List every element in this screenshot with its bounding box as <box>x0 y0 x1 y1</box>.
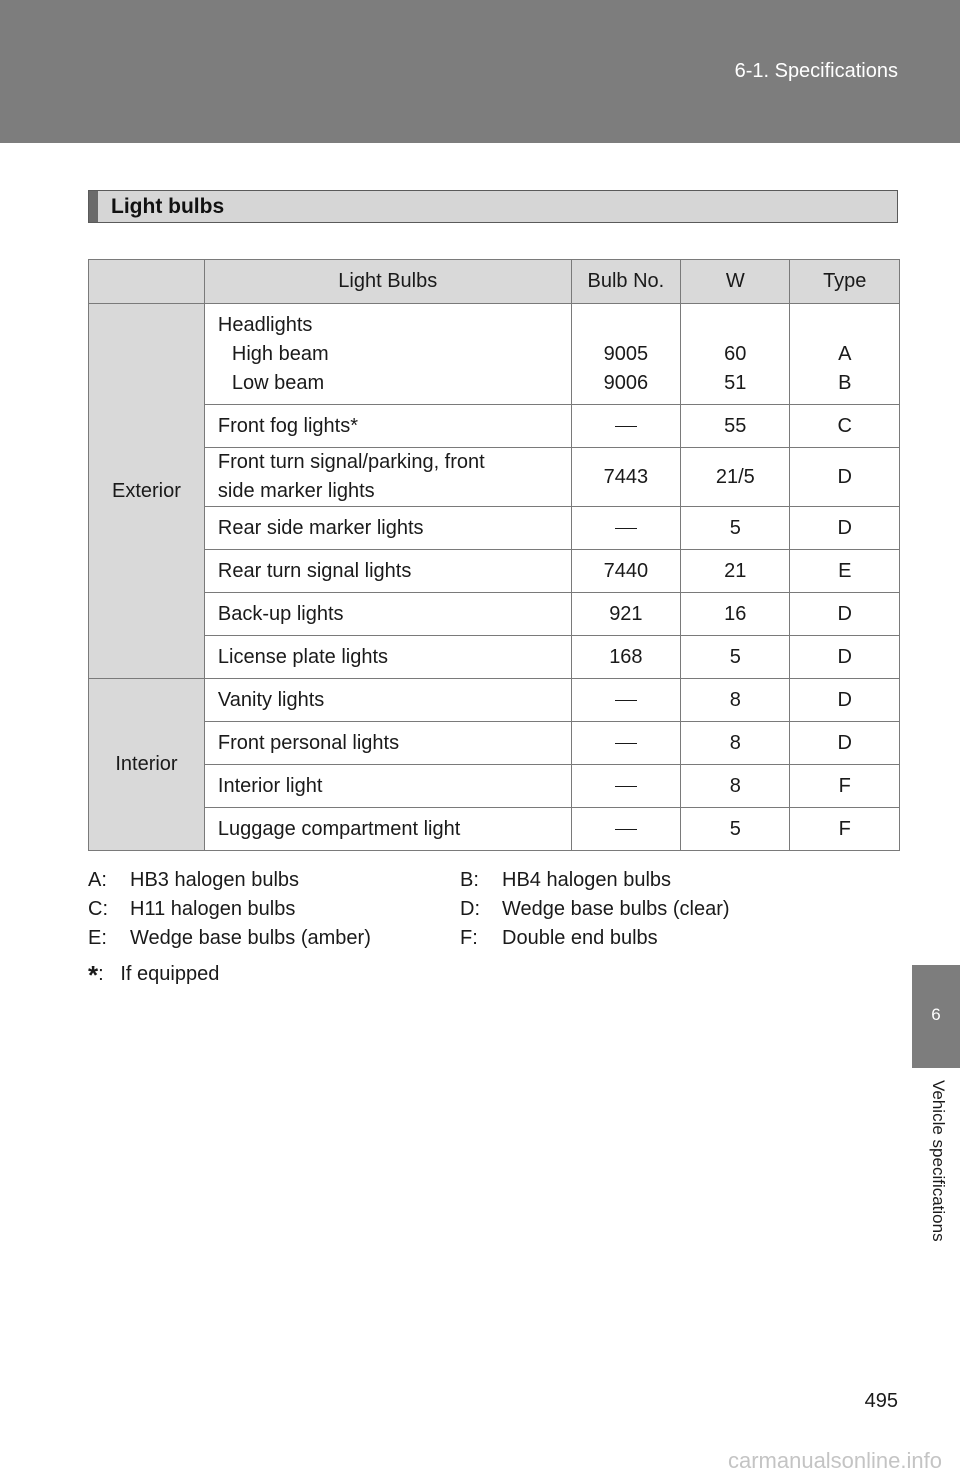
row-watt: 21 <box>681 550 790 593</box>
row-name: Rear turn signal lights <box>204 550 571 593</box>
row-bulb-no <box>571 722 680 765</box>
row-type: D <box>790 722 900 765</box>
legend-item <box>88 924 371 954</box>
light-bulbs-table <box>88 259 900 851</box>
legend-key: D: <box>460 898 480 920</box>
row-name: Front personal lights <box>204 722 571 765</box>
legend-key: F: <box>460 927 478 949</box>
legend-item <box>88 895 295 925</box>
row-watt: 55 <box>681 405 790 448</box>
chapter-tab: 6 <box>912 965 960 1068</box>
row-bulb-no <box>571 679 680 722</box>
headlights-label: Headlights <box>217 313 313 336</box>
table-row <box>89 765 900 808</box>
row-type: D <box>790 507 900 550</box>
row-type: C <box>790 405 900 448</box>
footnote <box>88 960 219 991</box>
low-beam-w: 51 <box>724 371 747 394</box>
header-light-bulbs: Light Bulbs <box>204 260 571 304</box>
header-watt: W <box>681 260 790 304</box>
row-bulb-no: 168 <box>571 636 680 679</box>
row-type: D <box>790 636 900 679</box>
table-row <box>89 722 900 765</box>
row-watt: 5 <box>681 636 790 679</box>
high-beam-no: 9005 <box>603 342 649 365</box>
row-bulb-no: 7440 <box>571 550 680 593</box>
dash-mark <box>615 426 637 427</box>
legend-text: Double end bulbs <box>502 927 658 949</box>
table-row <box>89 679 900 722</box>
row-watt <box>681 304 790 405</box>
low-beam-type: B <box>838 371 852 394</box>
table-row <box>89 405 900 448</box>
header-empty-cell <box>89 260 205 304</box>
legend-text: Wedge base bulbs (amber) <box>130 927 371 949</box>
row-name: Luggage compartment light <box>204 808 571 851</box>
legend-item <box>88 866 299 896</box>
row-bulb-no <box>571 808 680 851</box>
chapter-label: Vehicle specifications <box>929 1080 948 1242</box>
row-watt: 5 <box>681 808 790 851</box>
row-name: Front fog lights* <box>204 405 571 448</box>
section-title-box <box>88 190 898 223</box>
high-beam-label: High beam <box>231 342 329 365</box>
header-type: Type <box>790 260 900 304</box>
row-name-line1: Front turn signal/parking, front <box>217 451 485 473</box>
row-bulb-no: 7443 <box>571 448 680 507</box>
dash-mark <box>615 700 637 701</box>
table-row <box>89 593 900 636</box>
legend-key: B: <box>460 869 479 891</box>
table-row <box>89 808 900 851</box>
high-beam-w: 60 <box>724 342 747 365</box>
row-bulb-no: 921 <box>571 593 680 636</box>
table-row <box>89 448 900 507</box>
legend-key: E: <box>88 927 107 949</box>
dash-mark <box>615 743 637 744</box>
row-bulb-no <box>571 304 680 405</box>
section-breadcrumb: 6-1. Specifications <box>734 60 898 82</box>
table-row <box>89 636 900 679</box>
row-name <box>204 448 571 507</box>
row-type <box>790 304 900 405</box>
row-type: D <box>790 593 900 636</box>
table-header-row <box>89 260 900 304</box>
header-bulb-no: Bulb No. <box>571 260 680 304</box>
dash-mark <box>615 829 637 830</box>
row-type: E <box>790 550 900 593</box>
row-type: F <box>790 808 900 851</box>
row-watt: 21/5 <box>681 448 790 507</box>
legend-text: H11 halogen bulbs <box>130 898 296 920</box>
row-name: Back-up lights <box>204 593 571 636</box>
low-beam-label: Low beam <box>231 371 325 394</box>
row-watt: 8 <box>681 679 790 722</box>
row-name: License plate lights <box>204 636 571 679</box>
watermark: carmanualsonline.info <box>727 1448 942 1473</box>
high-beam-type: A <box>838 342 852 365</box>
row-name-line2: side marker lights <box>217 480 375 502</box>
row-watt: 16 <box>681 593 790 636</box>
table-row <box>89 550 900 593</box>
row-bulb-no <box>571 765 680 808</box>
page-number: 495 <box>864 1390 898 1412</box>
legend-text: Wedge base bulbs (clear) <box>502 898 730 920</box>
row-watt: 5 <box>681 507 790 550</box>
footnote-text: : If equipped <box>98 963 220 985</box>
table-row <box>89 507 900 550</box>
row-watt: 8 <box>681 722 790 765</box>
row-name: Rear side marker lights <box>204 507 571 550</box>
row-type: D <box>790 448 900 507</box>
dash-mark <box>615 528 637 529</box>
dash-mark <box>615 786 637 787</box>
table-row <box>89 304 900 405</box>
header-band <box>0 0 960 143</box>
row-bulb-no <box>571 405 680 448</box>
group-interior: Interior <box>89 679 205 851</box>
footnote-mark: * <box>88 960 99 990</box>
legend-item <box>460 924 658 954</box>
row-name <box>204 304 571 405</box>
legend-item <box>460 895 730 925</box>
legend-key: C: <box>88 898 108 920</box>
group-exterior: Exterior <box>89 304 205 679</box>
row-type: D <box>790 679 900 722</box>
row-watt: 8 <box>681 765 790 808</box>
legend-key: A: <box>88 869 107 891</box>
section-title: Light bulbs <box>111 195 225 218</box>
legend-text: HB4 halogen bulbs <box>502 869 672 891</box>
legend-text: HB3 halogen bulbs <box>130 869 300 891</box>
low-beam-no: 9006 <box>603 371 649 394</box>
title-accent-bar <box>89 191 98 222</box>
row-name: Interior light <box>204 765 571 808</box>
row-name: Vanity lights <box>204 679 571 722</box>
legend-item <box>460 866 671 896</box>
row-type: F <box>790 765 900 808</box>
row-bulb-no <box>571 507 680 550</box>
